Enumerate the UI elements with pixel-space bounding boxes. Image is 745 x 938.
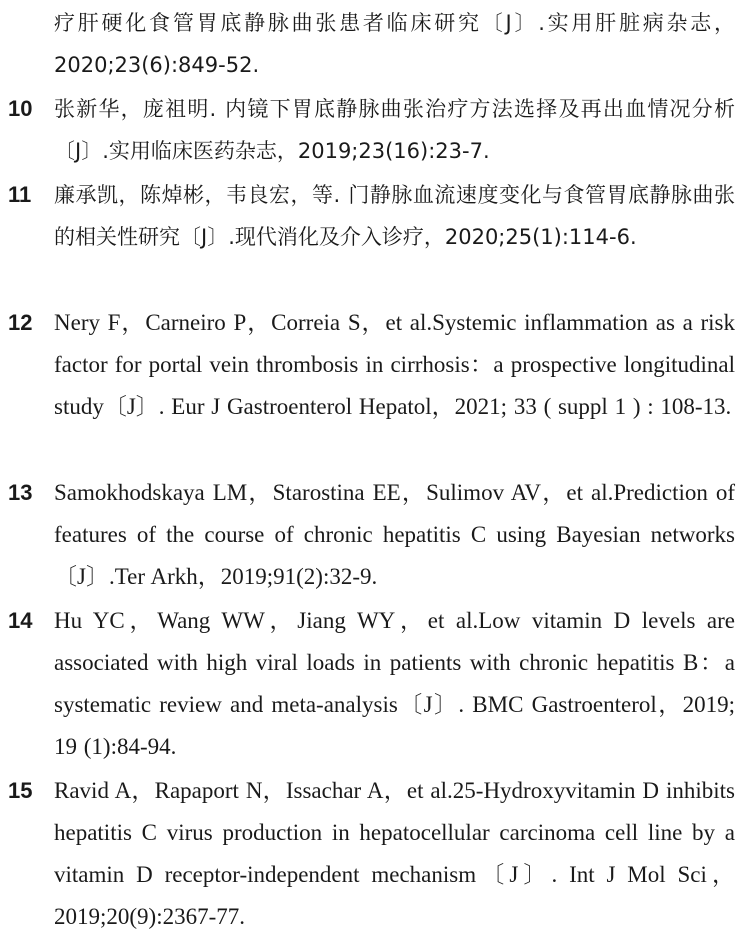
reference-text: Samokhodskaya LM，Starostina EE，Sulimov AV，et al.Prediction of features of the course of chronic hepatitis C using Bayesian networks〔J〕.Ter Arkh，2019;91(2):32-9. [54,480,735,589]
reference-entry-12 [8,302,735,470]
reference-number: 14 [8,608,33,633]
reference-number: 11 [8,182,32,207]
reference-text: Hu YC，Wang WW，Jiang WY，et al.Low vitamin D levels are associated with high viral loads in patients with chronic hepatitis B：a systematic review and meta-analysis〔J〕. BMC Gastroenterol，2019; 19 (1):84-94. [54,608,735,759]
reference-text: 张新华，庞祖明. 内镜下胃底静脉曲张治疗方法选择及再出血情况分析〔J〕.实用临床医药杂志，2019;23(16):23-7. [54,97,735,163]
reference-entry-11 [8,174,735,300]
reference-number: 15 [8,778,33,803]
reference-text: Nery F，Carneiro P，Correia S，et al.Systemic inflammation as a risk factor for portal vein thrombosis in cirrhosis：a prospective longitudinal study〔J〕. Eur J Gastroenterol Hepatol，2021; 33 ( suppl 1 ) : 108-13. [54,310,735,419]
reference-entry-continued [8,0,735,86]
reference-number: 10 [8,96,33,121]
reference-entry-14 [8,600,735,768]
reference-entry-10 [8,88,735,172]
reference-text: Ravid A，Rapaport N，Issachar A，et al.25-Hydroxyvitamin D inhibits hepatitis C virus production in hepatocellular carcinoma cell line by a vitamin D receptor-independent mechanism〔J〕. Int J Mol Sci，2019;20(9):2367-77. [54,778,735,929]
reference-number: 13 [8,480,33,505]
reference-entry-13 [8,472,735,598]
reference-number: 12 [8,310,33,335]
reference-entry-15 [8,770,735,938]
reference-text: 廉承凯，陈焯彬，韦良宏，等. 门静脉血流速度变化与食管胃底静脉曲张的相关性研究〔J〕.现代消化及介入诊疗，2020;25(1):114-6. [54,183,735,249]
reference-text: 疗肝硬化食管胃底静脉曲张患者临床研究〔J〕.实用肝脏病杂志，2020;23(6):849-52. [54,11,735,77]
